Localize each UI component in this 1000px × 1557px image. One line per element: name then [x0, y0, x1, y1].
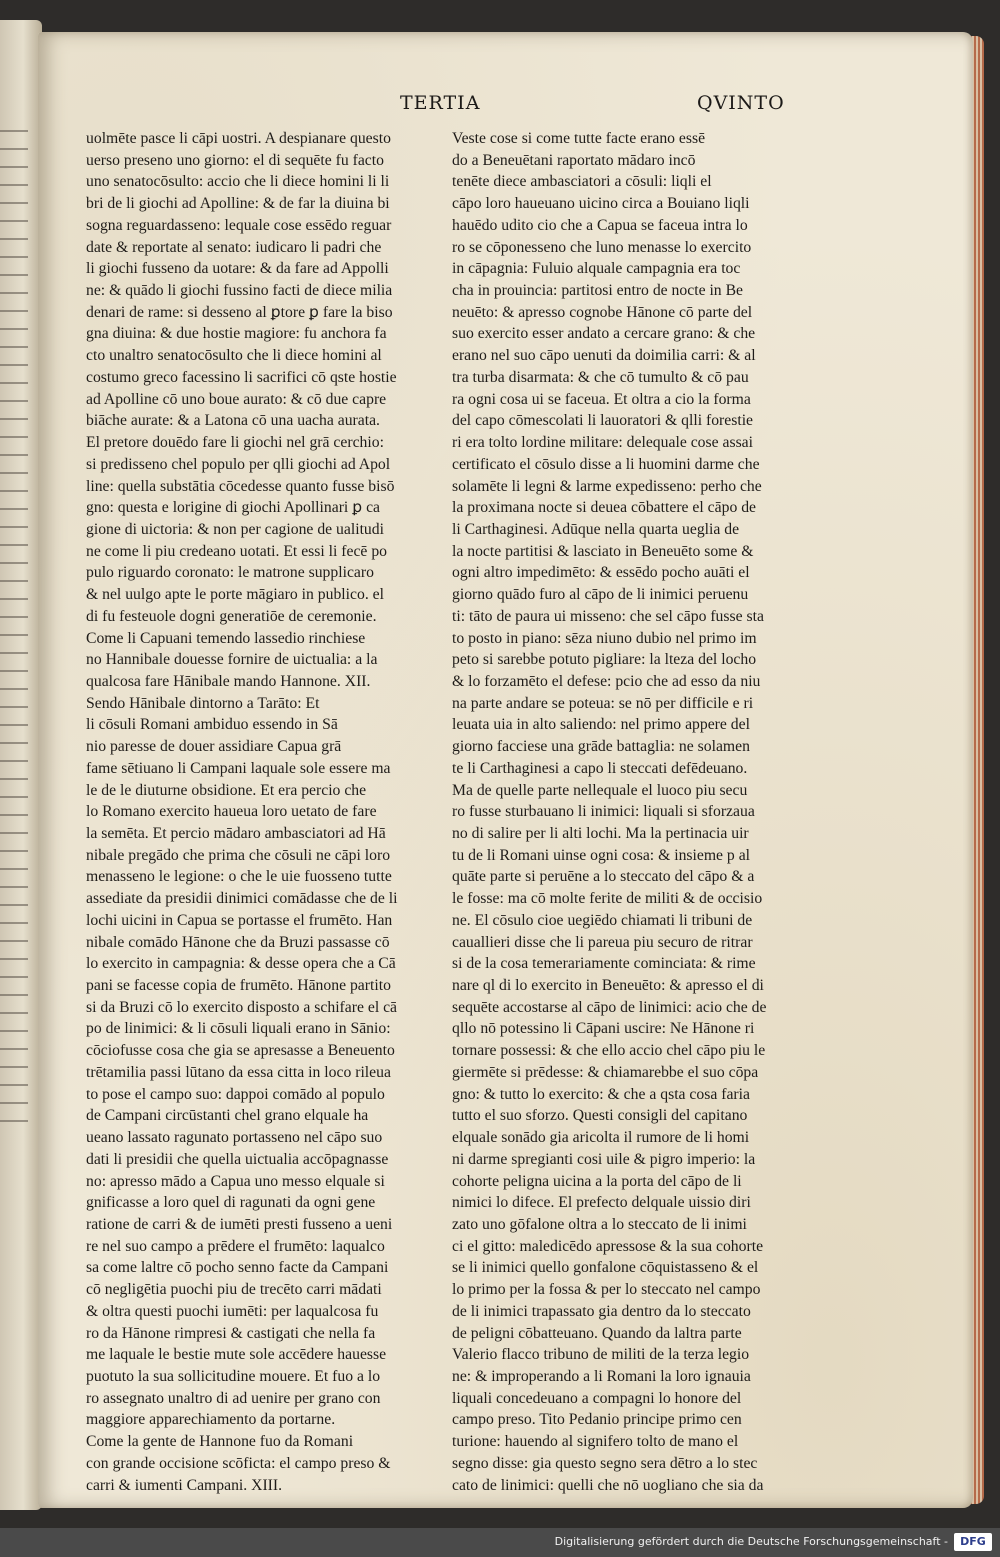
running-head-left: TERTIA [400, 92, 481, 114]
text-line: to pose el campo suo: dappoi comādo al populo [86, 1085, 385, 1103]
text-line: maggiore apparechiamento da portarne. [86, 1411, 336, 1429]
text-line: fame sētiuano li Campani laquale sole essere ma [86, 759, 391, 777]
text-line: ci el gitto: maledicēdo apressose & la sua cohorte [452, 1237, 764, 1255]
text-line: solamēte li legni & larme expedisseno: perho che [452, 477, 762, 495]
text-line: trētamilia passi lūtano da essa citta in loco rileua [86, 1063, 391, 1081]
text-line: cō negligētia puochi piu de trecēto carri mādati [86, 1281, 382, 1299]
text-line: liquali concedeuano a compagni lo honore del [452, 1389, 742, 1407]
text-line: ni darme spregianti cosi uile & pigro imperio: la [452, 1150, 756, 1168]
text-line: cohorte peligna uicina a la porta del cāpo de li [452, 1172, 742, 1190]
text-line: Valerio flacco tribuno de militi de la terza legio [452, 1346, 750, 1364]
text-column-right [452, 128, 792, 1496]
text-line: ogni altro impedimēto: & essēdo pocho auāti el [452, 564, 750, 582]
text-line: te li Carthaginesi a capo li steccati defēdeuano. [452, 759, 748, 777]
text-line: la semēta. Et percio mādaro ambasciatori ad Hā [86, 825, 386, 842]
text-line: date & reportate al senato: iudicaro li padri che [86, 238, 382, 256]
text-line: cha in prouincia: partitosi entro de nocte in Be [452, 282, 744, 300]
text-line: ueano lassato ragunato portasseno nel cāpo suo [86, 1129, 383, 1147]
text-line: uno senatocōsulto: accio che li diece homini li li [86, 173, 390, 191]
text-line: nare ql di lo exercito in Beneuēto: & apresso el di [452, 977, 764, 995]
text-line: tenēte diece ambasciatori a cōsuli: liqli el [452, 173, 712, 191]
dfg-logo: DFG [954, 1533, 992, 1551]
text-line: gna diuina: & due hostie magiore: fu anchora fa [86, 325, 387, 343]
text-line: lo primo per la fossa & per lo steccato nel campo [452, 1281, 761, 1299]
text-line: po de linimici: & li cōsuli liquali erano in Sānio: [86, 1020, 391, 1038]
text-line: la proximana nocte si deuea cōbattere el cāpo de [452, 499, 757, 517]
text-line: cato de linimici: quelli che nō uogliano che sia da [452, 1476, 764, 1494]
text-line: cōciofusse cosa che gia se apresasse a Beneuento [86, 1042, 395, 1060]
text-line: no di salire per li alti lochi. Ma la pertinacia uir [452, 825, 749, 842]
text-line: giorno quādo furo al cāpo de li inimici peruenu [452, 586, 749, 604]
text-line: peto si sarebbe potuto pigliare: la lteza del locho [452, 651, 757, 669]
text-line: ti: tāto de paura ui misseno: che sel cāpo fusse sta [452, 607, 764, 625]
text-line: pulo riguardo coronato: le matrone supplicaro [86, 564, 374, 582]
text-line: sogna reguardasseno: lequale cose essēdo reguar [86, 216, 392, 234]
text-line: in cāpagnia: Fuluio alquale campagnia era toc [452, 260, 741, 278]
text-line: qualcosa fare Hānibale mando Hannone. XII. [86, 672, 371, 690]
text-line: campo preso. Tito Pedanio principe primo cen [452, 1411, 742, 1429]
text-line: nibale pregādo che prima che cōsuli ne cāpi loro [86, 846, 391, 864]
text-line: ne. El cōsulo cioe uegiēdo chiamati li tribuni de [452, 911, 753, 929]
text-line: sequēte accostarse al cāpo de linimici: acio che de [452, 998, 767, 1016]
text-line: ro da Hānone rimpresi & castigati che nella fa [86, 1324, 376, 1342]
text-line: nimici lo difece. El prefecto delquale uissio diri [452, 1194, 751, 1212]
text-line: li cōsuli Romani ambiduo essendo in Sā [86, 716, 338, 734]
text-line: si da Bruzi cō lo exercito disposto a schifare el cā [86, 998, 398, 1016]
text-line: ri era tolto lordine militare: delequale cose assai [452, 434, 753, 452]
text-line: con grande occisione scōficta: el campo preso & [86, 1454, 391, 1472]
text-line: denari de rame: si desseno al ꝑtore ꝑ fare la biso [86, 303, 393, 321]
text-line: bri de li giochi ad Apolline: & de far la diuina bi [86, 195, 390, 213]
text-line: neuēto: & apresso cognobe Hānone cō parte del [452, 303, 753, 321]
footer-bar [0, 1528, 1000, 1557]
text-line: gione di uictoria: & non per cagione de ualitudi [86, 520, 384, 538]
text-line: tu de li Romani uinse ogni cosa: & insieme p al [452, 846, 751, 864]
text-line: de li inimici trapassato gia dentro da lo steccato [452, 1302, 751, 1320]
text-line: leuata uia in alto saliendo: nel primo appere del [452, 716, 750, 734]
text-line: le fosse: ma cō molte ferite de militi & de occisio [452, 890, 763, 908]
text-line: nibale comādo Hānone che da Bruzi passasse cō [86, 933, 390, 951]
text-line: ro se cōponesseno che luno menasse lo exercito [452, 238, 752, 256]
text-line: del capo cōmescolati li lauoratori & qlli forestie [452, 412, 754, 430]
text-line: gnificasse a loro quel di ragunati da ogni gene [86, 1194, 376, 1212]
text-line: no Hannibale douesse fornire de uictualia: a la [86, 651, 378, 669]
text-line: cāpo loro haueuano uicino circa a Bouiano liqli [452, 195, 750, 213]
text-line: me laquale le bestie mute sole accēdere hauesse [86, 1346, 387, 1364]
text-line: Come li Capuani temendo lassedio rinchiese [86, 629, 366, 647]
text-line: tornare possessi: & che ello accio chel cāpo piu le [452, 1042, 766, 1060]
text-line: ne: & improperando a li Romani la loro ignauia [452, 1367, 751, 1385]
text-line: & lo forzamēto el defese: pcio che ad esso da niu [452, 672, 761, 690]
text-line: elquale sonādo gia aricolta il rumore de li homi [452, 1129, 750, 1147]
text-line: le de le diuturne obsidione. Et era percio che [86, 781, 367, 799]
text-line: se li inimici quello gonfalone cōquistasseno & el [452, 1259, 759, 1277]
text-line: di fu festeuole dogni generatiōe de ceremonie. [86, 607, 377, 625]
text-line: si predisseno chel populo per qlli giochi ad Apol [86, 455, 391, 473]
text-line: segno disse: gia questo segno sera dētro a lo stec [452, 1454, 758, 1472]
text-line: uolmēte pasce li cāpi uostri. A despianare questo [86, 130, 391, 147]
text-line: certificato el cōsulo disse a li huomini darme che [452, 455, 760, 473]
text-line: la nocte partitisi & lasciato in Beneuēto some & [452, 542, 754, 560]
text-line: giorno facciese una grāde battaglia: ne solamen [452, 738, 750, 756]
text-line: Come la gente de Hannone fuo da Romani [86, 1433, 354, 1451]
text-line: cauallieri disse che li pareua piu securo de ritrar [452, 933, 753, 951]
text-line: & nel uulgo apte le porte māgiaro in publico. el [86, 586, 384, 604]
text-line: line: quella substātia cōcedesse quanto fusse bisō [86, 477, 395, 495]
text-line: gno: questa e lorigine di giochi Apollinari ꝑ ca [86, 499, 381, 517]
text-line: re nel suo campo a prēdere el frumēto: laqualco [86, 1237, 385, 1255]
text-line: turione: hauendo al signifero tolto de mano el [452, 1433, 739, 1451]
text-line: de peligni cōbatteuano. Quando da laltra parte [452, 1324, 742, 1342]
text-line: de Campani circūstanti chel grano elquale ha [86, 1107, 369, 1125]
text-line: erano nel suo cāpo uenuti da doimilia carri: & al [452, 347, 756, 365]
text-line: Sendo Hānibale dintorno a Tarāto: Et [86, 694, 320, 712]
text-line: suo exercito esser andato a cercare grano: & che [452, 325, 756, 343]
running-head-right: QVINTO [697, 92, 785, 114]
text-line: si de la cosa temerariamente cominciata: & rime [452, 955, 756, 973]
text-line: no: apresso mādo a Capua uno messo elquale si [86, 1172, 385, 1190]
text-line: carri & iumenti Campani. XIII. [86, 1476, 283, 1494]
text-line: li Carthaginesi. Adūque nella quarta ueglia de [452, 520, 740, 538]
text-line: sa come laltre cō pocho senno facte da Campani [86, 1259, 389, 1277]
text-line: na parte andare se poteua: se nō per difficile e ri [452, 694, 754, 712]
text-column-left [86, 128, 436, 1496]
text-line: gno: & tutto lo exercito: & che a qsta cosa faria [452, 1085, 750, 1103]
text-line: lochi uicini in Capua se portasse el frumēto. Han [86, 911, 393, 929]
text-line: tra turba disarmata: & che cō tumulto & cō pau [452, 368, 749, 386]
text-line: pani se facesse copia de frumēto. Hānone partito [86, 977, 391, 995]
text-line: uerso preseno uno giorno: el di sequēte fu facto [86, 151, 384, 169]
text-line: zato uno gōfalone oltra a lo steccato de li inimi [452, 1215, 747, 1233]
previous-page-edge [0, 20, 42, 1510]
text-line: ra ogni cosa ui se faceua. Et oltra a cio la forma [452, 390, 751, 408]
text-line: tutto el suo sforzo. Questi consigli del capitano [452, 1107, 748, 1125]
text-line: lo Romano exercito haueua loro uetato de fare [86, 803, 377, 821]
text-line: ro assegnato unaltro di ad uenire per grano con [86, 1389, 381, 1407]
text-line: qllo nō potessino li Cāpani uscire: Ne Hānone ri [452, 1020, 755, 1038]
text-line: hauēdo udito cio che a Capua se faceua intra lo [452, 216, 748, 234]
funding-credit: Digitalisierung gefördert durch die Deutsche Forschungsgemeinschaft - [554, 1535, 948, 1548]
text-line: quāte parte si peruēne a lo steccato del cāpo & a [452, 868, 755, 886]
text-line: biāche aurate: & a Latona cō una uacha aurata. [86, 412, 380, 430]
text-line: Ma de quelle parte nellequale el luoco piu secu [452, 781, 748, 799]
text-line: ne: & quādo li giochi fussino facti de diece milia [86, 282, 393, 300]
text-line: ne come li piu credeano uotati. Et essi li fecē po [86, 542, 388, 560]
text-line: ad Apolline cō uno boue aurato: & cō due capre [86, 390, 387, 408]
text-line: Veste cose si come tutte facte erano essē [452, 130, 706, 147]
text-line: ratione de carri & de iumēti presti fusseno a ueni [86, 1215, 393, 1233]
text-line: cto unaltro senatocōsulto che li diece homini al [86, 347, 382, 365]
text-line: El pretore douēdo fare li giochi nel grā cerchio: [86, 434, 384, 452]
text-line: menasseno le legione: o che le uie fuosseno tutte [86, 868, 392, 886]
text-line: nio paresse de douer assidiare Capua grā [86, 738, 342, 756]
text-line: li giochi fusseno da uotare: & da fare ad Appolli [86, 260, 389, 278]
text-line: & oltra questi puochi iumēti: per laqualcosa fu [86, 1302, 379, 1320]
text-line: puotuto la sua sollicitudine mouere. Et fuo a lo [86, 1367, 381, 1385]
text-line: do a Beneuētani raportato mādaro incō [452, 151, 696, 169]
text-line: lo exercito in campagnia: & desse opera che a Cā [86, 955, 396, 973]
text-line: dati li presidii che quella uictualia accōpagnasse [86, 1150, 389, 1168]
text-line: assediate da presidii dinimici comādasse che de li [86, 890, 398, 908]
text-line: ro fusse sturbauano li inimici: liquali si sforzaua [452, 803, 755, 821]
text-line: costumo greco facessino li sacrifici cō qste hostie [86, 368, 397, 386]
text-line: to posto in piano: sēza niuno dubio nel primo im [452, 629, 757, 647]
text-line: giermēte si prēdesse: & chiamarebbe el suo cōpa [452, 1063, 759, 1081]
